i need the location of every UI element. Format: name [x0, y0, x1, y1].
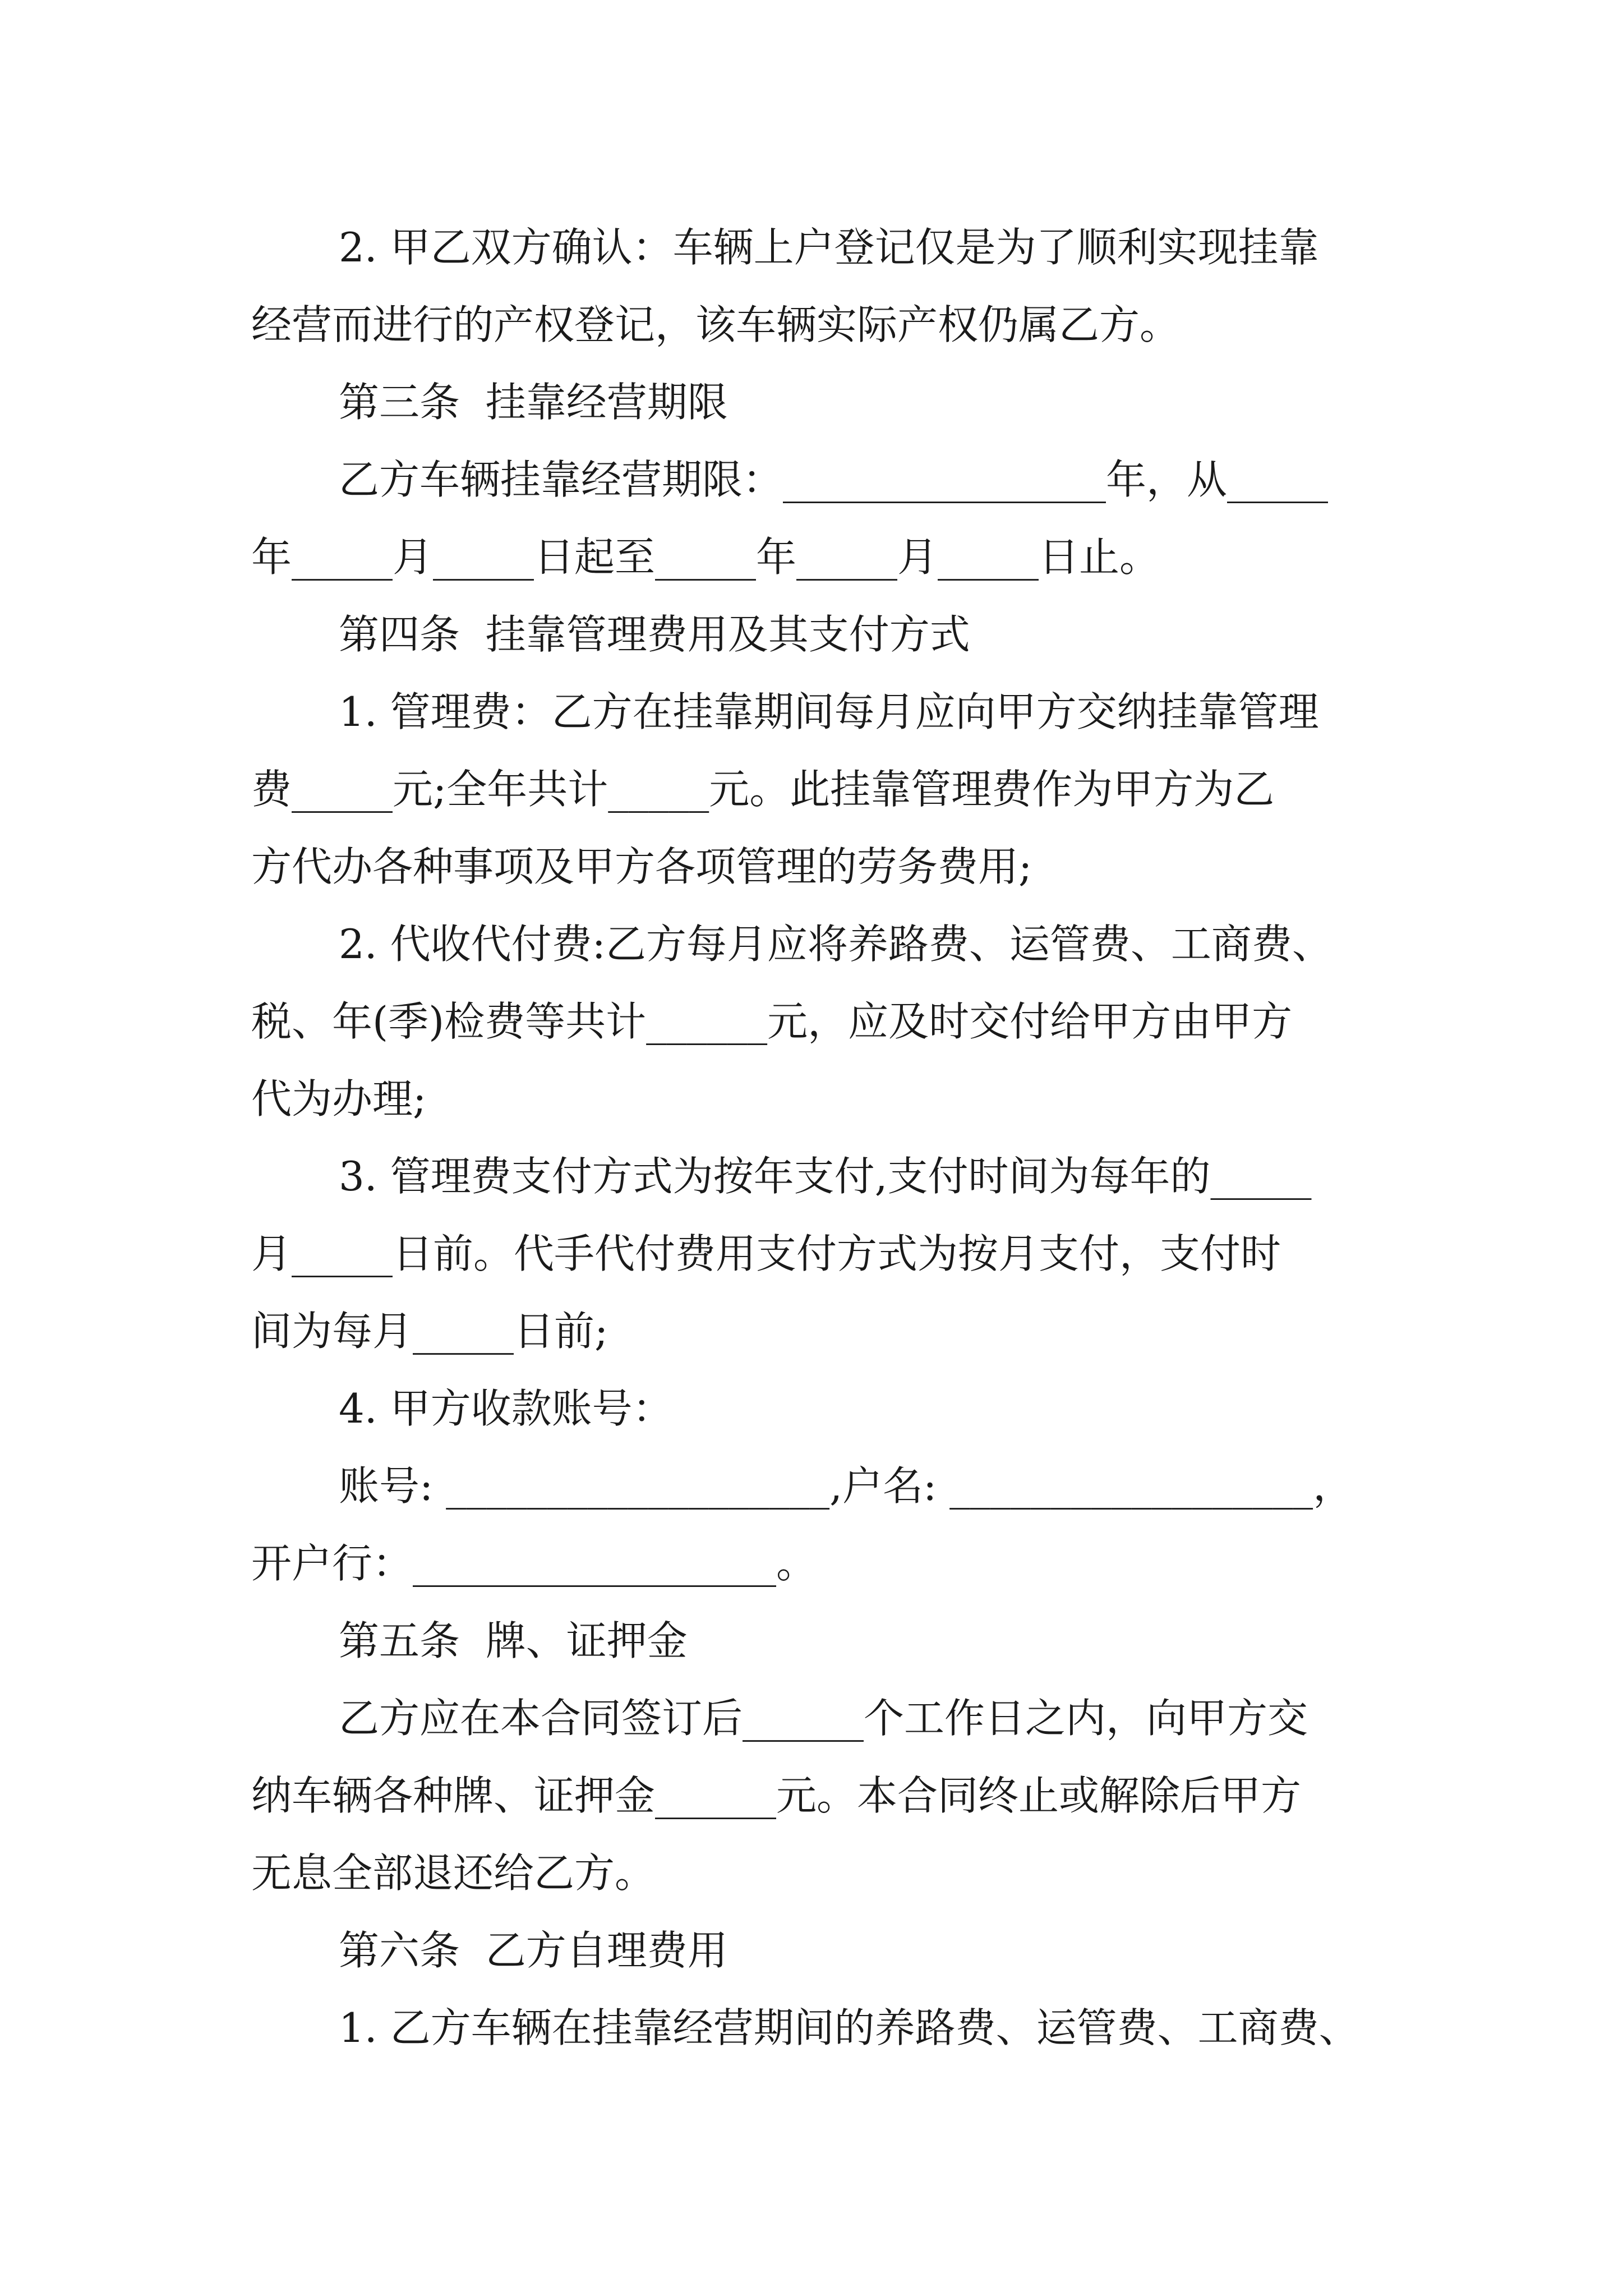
- paragraph-line: 1. 乙方车辆在挂靠经营期间的养路费、运管费、工商费、: [339, 2004, 1359, 2051]
- paragraph-line: 账号: ___________________,户名: __________________，: [339, 1462, 1354, 1510]
- paragraph-line: 间为每月_____日前;: [251, 1308, 608, 1355]
- paragraph-line: 乙方应在本合同签订后______个工作日之内，向甲方交: [339, 1695, 1308, 1742]
- paragraph-line: 方代办各种事项及甲方各项管理的劳务费用;: [251, 843, 1032, 890]
- paragraph-line: 3. 管理费支付方式为按年支付,支付时间为每年的_____: [339, 1153, 1312, 1200]
- section-heading: 第五条 牌、证押金: [339, 1617, 688, 1664]
- paragraph-line: 乙方车辆挂靠经营期限：________________年，从_____: [339, 456, 1329, 503]
- document-body: [251, 209, 1390, 2067]
- paragraph-line: 经营而进行的产权登记，该车辆实际产权仍属乙方。: [251, 301, 1181, 348]
- paragraph-line: 无息全部退还给乙方。: [251, 1849, 656, 1897]
- section-heading: 第四条 挂靠管理费用及其支付方式: [339, 611, 970, 658]
- paragraph-line: 纳车辆各种牌、证押金______元。本合同终止或解除后甲方: [251, 1772, 1302, 1819]
- paragraph-line: 月_____日前。代手代付费用支付方式为按月支付，支付时: [251, 1230, 1281, 1277]
- paragraph-line: 4. 甲方收款账号：: [339, 1385, 673, 1432]
- paragraph-line: 年_____月_____日起至_____年_____月_____日止。: [251, 533, 1160, 581]
- section-heading: 第三条 挂靠经营期限: [339, 379, 728, 426]
- paragraph-line: 2. 代收代付费:乙方每月应将养路费、运管费、工商费、: [339, 921, 1332, 968]
- section-heading: 第六条 乙方自理费用: [339, 1927, 728, 1974]
- paragraph-line: 费_____元;全年共计_____元。此挂靠管理费作为甲方为乙: [251, 766, 1275, 813]
- paragraph-line: 代为办理;: [251, 1075, 427, 1122]
- paragraph-line: 1. 管理费：乙方在挂靠期间每月应向甲方交纳挂靠管理: [339, 688, 1319, 735]
- paragraph-line: 税、年(季)检费等共计______元，应及时交付给甲方由甲方: [251, 998, 1293, 1045]
- paragraph-line: 开户行：__________________。: [251, 1540, 817, 1587]
- paragraph-line: 2. 甲乙双方确认：车辆上户登记仅是为了顺利实现挂靠: [339, 224, 1319, 271]
